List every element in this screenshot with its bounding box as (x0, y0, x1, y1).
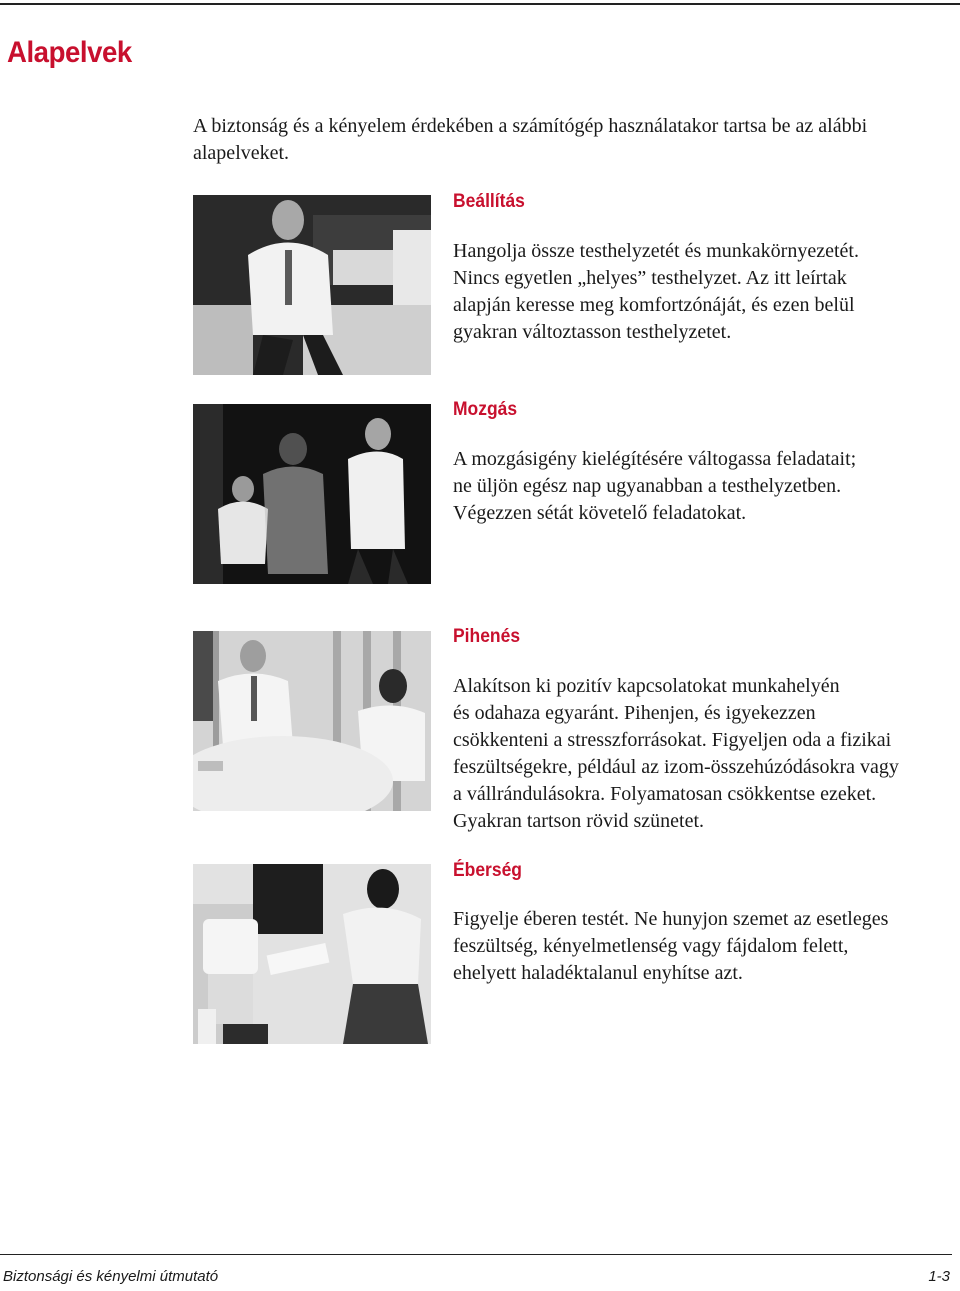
section-heading-alertness: Éberség (453, 860, 522, 881)
section-body-rest (453, 673, 953, 835)
section-body-setup (453, 238, 953, 346)
body-line: gyakran változtasson testhelyzetet. (453, 321, 732, 343)
photo-man-seated-at-computer (193, 195, 431, 375)
footer-rule (0, 1254, 952, 1255)
intro-text: A biztonság és a kényelem érdekében a számítógép használatakor tartsa be az alábbi alapelveket. (193, 115, 868, 164)
body-line: és odahaza egyaránt. Pihenjen, és igyekezzen (453, 702, 816, 724)
top-rule (0, 3, 960, 5)
body-line: Gyakran tartson rövid szünetet. (453, 810, 705, 832)
body-line: Figyelje éberen testét. Ne hunyjon szemet az esetleges (453, 908, 889, 930)
footer-document-title: Biztonsági és kényelmi útmutató (3, 1268, 219, 1285)
body-line: Nincs egyetlen „helyes” testhelyzet. Az itt leírtak (453, 267, 847, 289)
section-body-movement (453, 446, 953, 527)
body-line: Alakítson ki pozitív kapcsolatokat munkahelyén (453, 675, 840, 697)
section-body-alertness (453, 906, 953, 987)
body-line: ne üljön egész nap ugyanabban a testhelyzetben. (453, 475, 842, 497)
page-title: Alapelvek (7, 36, 132, 69)
photo-two-men-at-table (193, 631, 431, 811)
photo-man-in-motion (193, 404, 431, 584)
body-line: A mozgásigény kielégítésére váltogassa feladatait; (453, 448, 857, 470)
body-line: a vállrándulásokra. Folyamatosan csökkentse ezeket. (453, 783, 877, 805)
section-heading-rest: Pihenés (453, 626, 521, 647)
body-line: Hangolja össze testhelyzetét és munkakörnyezetét. (453, 240, 859, 262)
body-line: ehelyett haladéktalanul enyhítse azt. (453, 962, 743, 984)
body-line: csökkenteni a stresszforrásokat. Figyeljen oda a fizikai (453, 729, 892, 751)
body-line: Végezzen sétát követelő feladatokat. (453, 502, 747, 524)
body-line: feszültségekre, például az izom-összehúzódásokra vagy (453, 756, 899, 778)
body-line: alapján keresse meg komfortzónáját, és ezen belül (453, 294, 855, 316)
body-line: feszültség, kényelmetlenség vagy fájdalom felett, (453, 935, 849, 957)
photo-woman-at-desk (193, 864, 431, 1044)
section-heading-setup: Beállítás (453, 191, 525, 212)
section-heading-movement: Mozgás (453, 399, 518, 420)
footer-page-number: 1-3 (928, 1268, 950, 1285)
